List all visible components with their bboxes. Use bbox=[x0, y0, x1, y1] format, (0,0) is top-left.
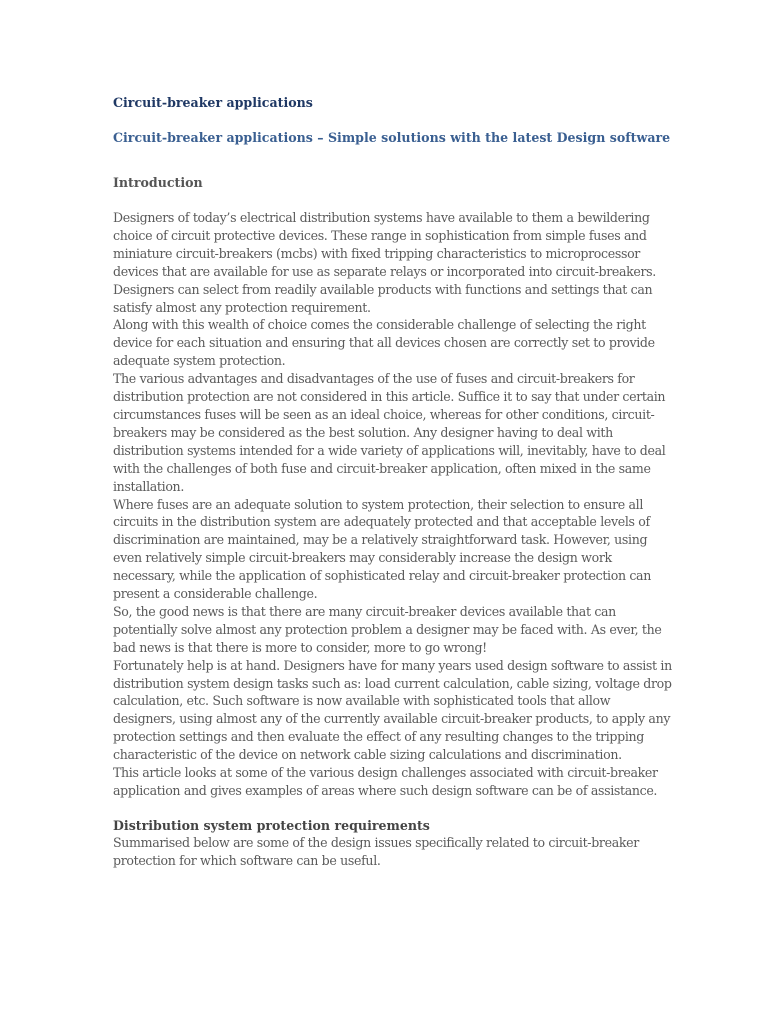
paragraph: The various advantages and disadvantages of the use of fuses and circuit-breakers for distribution protection are not considered in this article. Suffice it to say that under certain circumstances fuses will be seen as an ideal choice, whereas for other conditions, circuit-breakers may be considered as the best solution. Any designer having to deal with distribution systems intended for a wide variety of applications will, inevitably, have to deal with the challenges of both fuse and circuit-breaker application, often mixed in the same installation. bbox=[113, 371, 666, 494]
section-heading: Distribution system protection requirements bbox=[113, 817, 430, 833]
document-subtitle: Circuit-breaker applications – Simple solutions with the latest Design software bbox=[113, 130, 671, 145]
introduction-heading: Introduction bbox=[113, 175, 203, 190]
paragraph: So, the good news is that there are many circuit-breaker devices available that can potentially solve almost any protection problem a designer may be faced with. As ever, the bad news is that there is more to consider, more to go wrong! bbox=[113, 603, 662, 655]
paragraph: Fortunately help is at hand. Designers have for many years used design software to assist in distribution system design tasks such as: load current calculation, cable sizing, voltage drop calculation, etc. Such software is now available with sophisticated tools that allow designers, using almost any of the currently available circuit-breaker products, to apply any protection settings and then evaluate the effect of any resulting changes to the tripping characteristic of the device on network cable sizing calculations and discrimination. bbox=[113, 657, 672, 763]
paragraph: Where fuses are an adequate solution to system protection, their selection to ensure all circuits in the distribution system are adequately protected and that acceptable levels of discrimination are maintained, may be a relatively straightforward task. However, using even relatively simple circuit-breakers may considerably increase the design work necessary, while the application of sophisticated relay and circuit-breaker protection can present a considerable challenge. bbox=[113, 496, 651, 602]
document-body bbox=[113, 94, 673, 870]
paragraph: This article looks at some of the various design challenges associated with circuit-breaker application and gives examples of areas where such design software can be of assistance. bbox=[113, 765, 658, 798]
document-title: Circuit-breaker applications bbox=[113, 95, 313, 110]
section-paragraph: Summarised below are some of the design issues specifically related to circuit-breaker protection for which software can be useful. bbox=[113, 834, 639, 868]
paragraph: Designers of today’s electrical distribution systems have available to them a bewildering choice of circuit protective devices. These range in sophistication from simple fuses and miniature circuit-breakers (mcbs) with fixed tripping characteristics to microprocessor devices that are available for use as separate relays or incorporated into circuit-breakers. Designers can select from readily available products with functions and settings that can satisfy almost any protection requirement. bbox=[113, 210, 656, 315]
paragraph: Along with this wealth of choice comes the considerable challenge of selecting the right device for each situation and ensuring that all devices chosen are correctly set to provide adequate system protection. bbox=[113, 317, 655, 369]
